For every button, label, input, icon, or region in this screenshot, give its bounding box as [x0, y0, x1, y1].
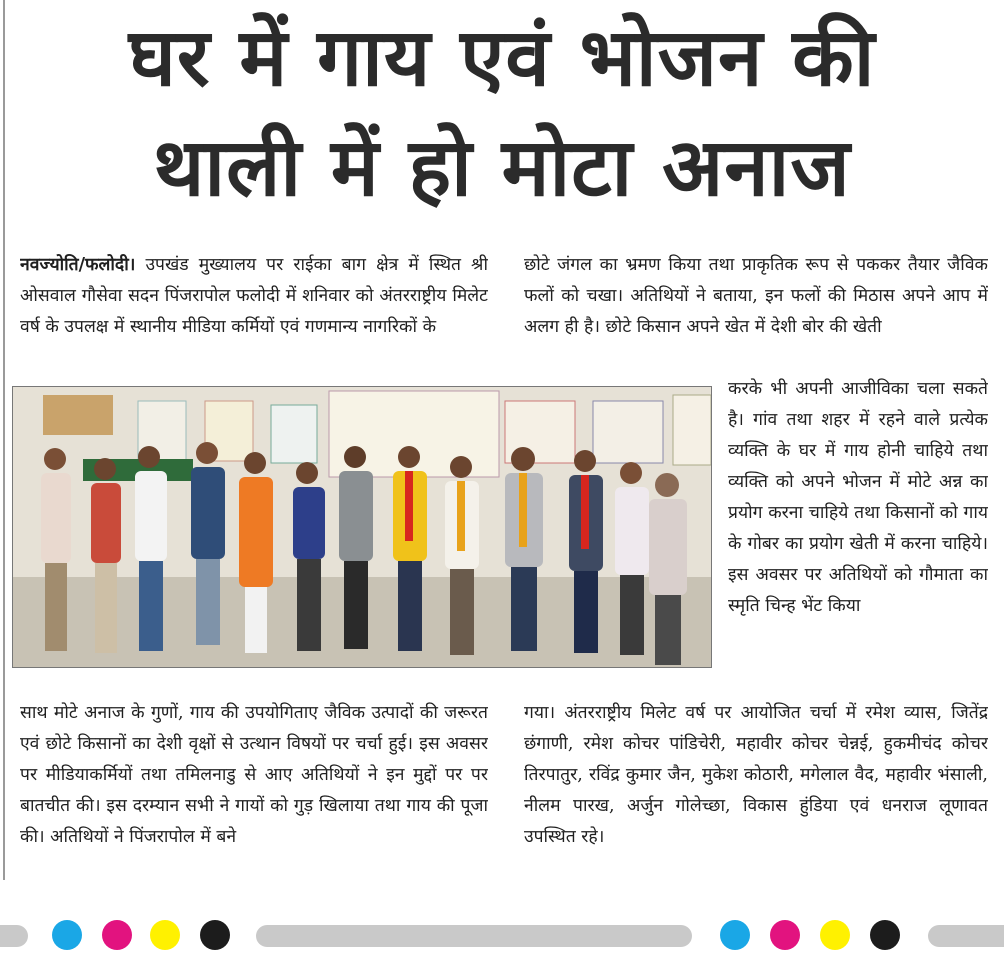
cyan-registration-dot	[52, 920, 82, 950]
column-rule	[3, 0, 5, 880]
black-registration-dot	[870, 920, 900, 950]
article-text-left-top: उपखंड मुख्यालय पर राईका बाग क्षेत्र में स्थित श्री ओसवाल गौसेवा सदन पिंजरापोल फलोदी में शनिवार को अंतरराष्ट्रीय मिलेट वर्ष के उपलक्ष में स्थानीय मीडिया कर्मियों एवं गणमान्य नागरिकों के	[20, 255, 488, 337]
article-paragraph-left-top	[20, 250, 488, 378]
registration-gray-bar	[256, 925, 692, 947]
group-photo-illustration	[13, 387, 711, 667]
headline-line-2: थाली में हो मोटा अनाज	[153, 121, 851, 214]
headline-line-1: घर में गाय एवं भोजन की	[128, 11, 876, 104]
print-registration-bar	[0, 912, 1004, 956]
article-paragraph-left-bottom: साथ मोटे अनाज के गुणों, गाय की उपयोगिताए जैविक उत्पादों की जरूरत एवं छोटे किसानों का देशी वृक्षों से उत्थान विषयों पर चर्चा हुई। इस अवसर पर मीडियाकर्मियों तथा तमिलनाडु से आए अतिथियों ने इन मुद्दों पर पर बातचीत की। इस दरम्यान सभी ने गायों को गुड़ खिलाया तथा गाय की पूजा की। अतिथियों ने पिंजरापोल में बने	[20, 703, 488, 847]
magenta-registration-dot	[770, 920, 800, 950]
article-paragraph-right-top: छोटे जंगल का भ्रमण किया तथा प्राकृतिक रूप से पककर तैयार जैविक फलों को चखा। अतिथियों ने बताया, इन फलों की मिठास अपने आप में अलग ही है। छोटे किसान अपने खेत में देशी बोर की खेती	[524, 255, 988, 337]
news-photo	[12, 386, 712, 668]
cyan-registration-dot	[720, 920, 750, 950]
black-registration-dot	[200, 920, 230, 950]
yellow-registration-dot	[820, 920, 850, 950]
registration-gray-bar	[928, 925, 1004, 947]
article-paragraph-right-wrap: करके भी अपनी आजीविका चला सकते है। गांव तथा शहर में रहने वाले प्रत्येक व्यक्ति के घर में गाय होनी चाहिये तथा व्यक्ति को अपने भोजन में मोटे अन्न का प्रयोग करना चाहिये तथा किसानों को गाय के गोबर का प्रयोग खेती में करना चाहिये। इस अवसर पर अतिथियों को गौमाता का स्मृति चिन्ह भेंट किया	[728, 379, 988, 616]
magenta-registration-dot	[102, 920, 132, 950]
yellow-registration-dot	[150, 920, 180, 950]
dateline: नवज्योति/फलोदी।	[20, 255, 136, 275]
registration-gray-bar	[0, 925, 28, 947]
article-paragraph-right-bottom: गया। अंतरराष्ट्रीय मिलेट वर्ष पर आयोजित चर्चा में रमेश व्यास, जितेंद्र छंगाणी, रमेश कोचर पांडिचेरी, महावीर कोचर चेन्नई, हुकमीचंद कोचर तिरपातुर, रविंद्र कुमार जैन, मुकेश कोठारी, मगेलाल वैद, महावीर भंसाली, नीलम पारख, अर्जुन गोलेच्छा, विकास हुंडिया एवं धनराज लूणावत उपस्थित रहे।	[524, 703, 988, 847]
